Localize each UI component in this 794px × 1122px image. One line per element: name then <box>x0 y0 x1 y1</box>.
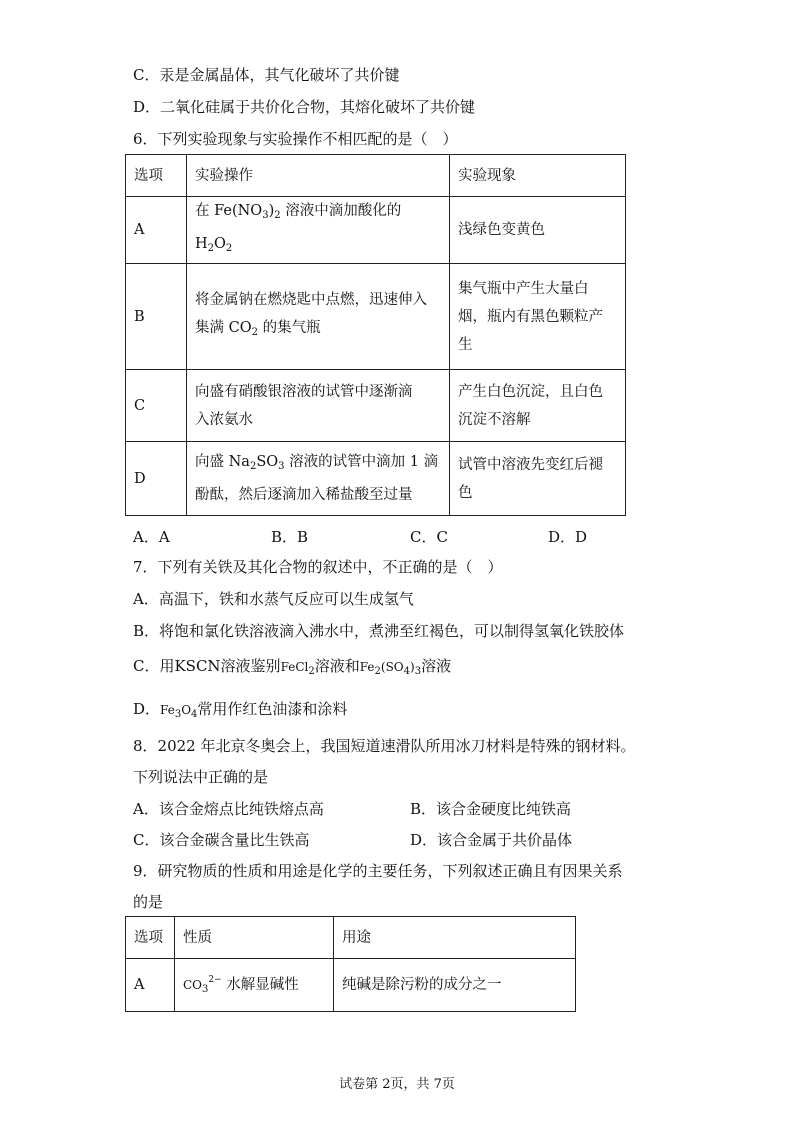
row-property: $CO_3^{2-}$ 水解显碱性 <box>175 959 334 1012</box>
row-option: C <box>126 370 187 442</box>
header-option: 选项 <box>126 155 187 197</box>
q6-option-a: A．A <box>133 528 170 546</box>
table-header-row <box>126 155 626 197</box>
q9-stem-line1: 9．研究物质的性质和用途是化学的主要任务，下列叙述正确且有因果关系 <box>133 862 623 880</box>
q7-stem: 7．下列有关铁及其化合物的叙述中，不正确的是（ ） <box>133 558 503 576</box>
q5-option-d: D．二氧化硅属于共价化合物，其熔化破坏了共价键 <box>133 98 476 116</box>
q7-option-c: C．用KSCN溶液鉴别FeCl$_2$溶液和$Fe_2(SO_4)_3$溶液 <box>133 657 452 677</box>
q6-stem: 6．下列实验现象与实验操作不相匹配的是（ ） <box>133 130 458 148</box>
q9-stem-line2: 的是 <box>133 893 164 911</box>
row-use: 纯碱是除污粉的成分之一 <box>334 959 576 1012</box>
header-operation: 实验操作 <box>187 155 450 197</box>
q6-option-b: B．B <box>271 528 309 546</box>
row-operation: 向盛 $Na_2SO_3$ 溶液的试管中滴加 1 滴 酚酞，然后逐滴加入稀盐酸至过量 <box>187 442 450 516</box>
q6-option-d: D．D <box>548 528 588 546</box>
row-phenomenon: 产生白色沉淀，且白色 沉淀不溶解 <box>450 370 626 442</box>
q8-option-c: C．该合金碳含量比生铁高 <box>133 831 310 849</box>
row-operation: 向盛有硝酸银溶液的试管中逐渐滴 入浓氨水 <box>187 370 450 442</box>
table-row <box>126 370 626 442</box>
row-operation: 在 $Fe(NO_3)_2$ 溶液中滴加酸化的 $H_2O_2$ <box>187 197 450 264</box>
header-option: 选项 <box>126 917 175 959</box>
q5-option-c: C．汞是金属晶体，其气化破坏了共价键 <box>133 66 400 84</box>
q8-option-a: A．该合金熔点比纯铁熔点高 <box>133 800 324 818</box>
q6-table <box>125 154 626 516</box>
table-header-row <box>126 917 576 959</box>
q9-table <box>125 916 576 1012</box>
row-option: D <box>126 442 187 516</box>
table-row <box>126 442 626 516</box>
row-option: A <box>126 959 175 1012</box>
row-operation: 将金属钠在燃烧匙中点燃，迅速伸入 集满 $CO_2$ 的集气瓶 <box>187 264 450 370</box>
q6-option-c: C．C <box>410 528 448 546</box>
row-phenomenon: 试管中溶液先变红后褪 色 <box>450 442 626 516</box>
table-row <box>126 959 576 1012</box>
q7-option-a: A．高温下，铁和水蒸气反应可以生成氢气 <box>133 590 414 608</box>
header-use: 用途 <box>334 917 576 959</box>
q8-stem-line2: 下列说法中正确的是 <box>133 768 269 786</box>
page-footer: 试卷第 2页，共 7页 <box>339 1077 455 1092</box>
header-phenomenon: 实验现象 <box>450 155 626 197</box>
row-phenomenon: 集气瓶中产生大量白 烟，瓶内有黑色颗粒产 生 <box>450 264 626 370</box>
header-property: 性质 <box>175 917 334 959</box>
q8-option-d: D．该合金属于共价晶体 <box>410 831 573 849</box>
q7-option-b: B．将饱和氯化铁溶液滴入沸水中，煮沸至红褐色，可以制得氢氧化铁胶体 <box>133 622 625 640</box>
q8-stem-line1: 8．2022 年北京冬奥会上，我国短道速滑队所用冰刀材料是特殊的钢材料。 <box>133 737 636 755</box>
q7-option-d: D．$Fe_3O_4$常用作红色油漆和涂料 <box>133 700 348 720</box>
row-option: A <box>126 197 187 264</box>
row-option: B <box>126 264 187 370</box>
table-row <box>126 264 626 370</box>
q8-option-b: B．该合金硬度比纯铁高 <box>410 800 572 818</box>
table-row <box>126 197 626 264</box>
row-phenomenon: 浅绿色变黄色 <box>450 197 626 264</box>
